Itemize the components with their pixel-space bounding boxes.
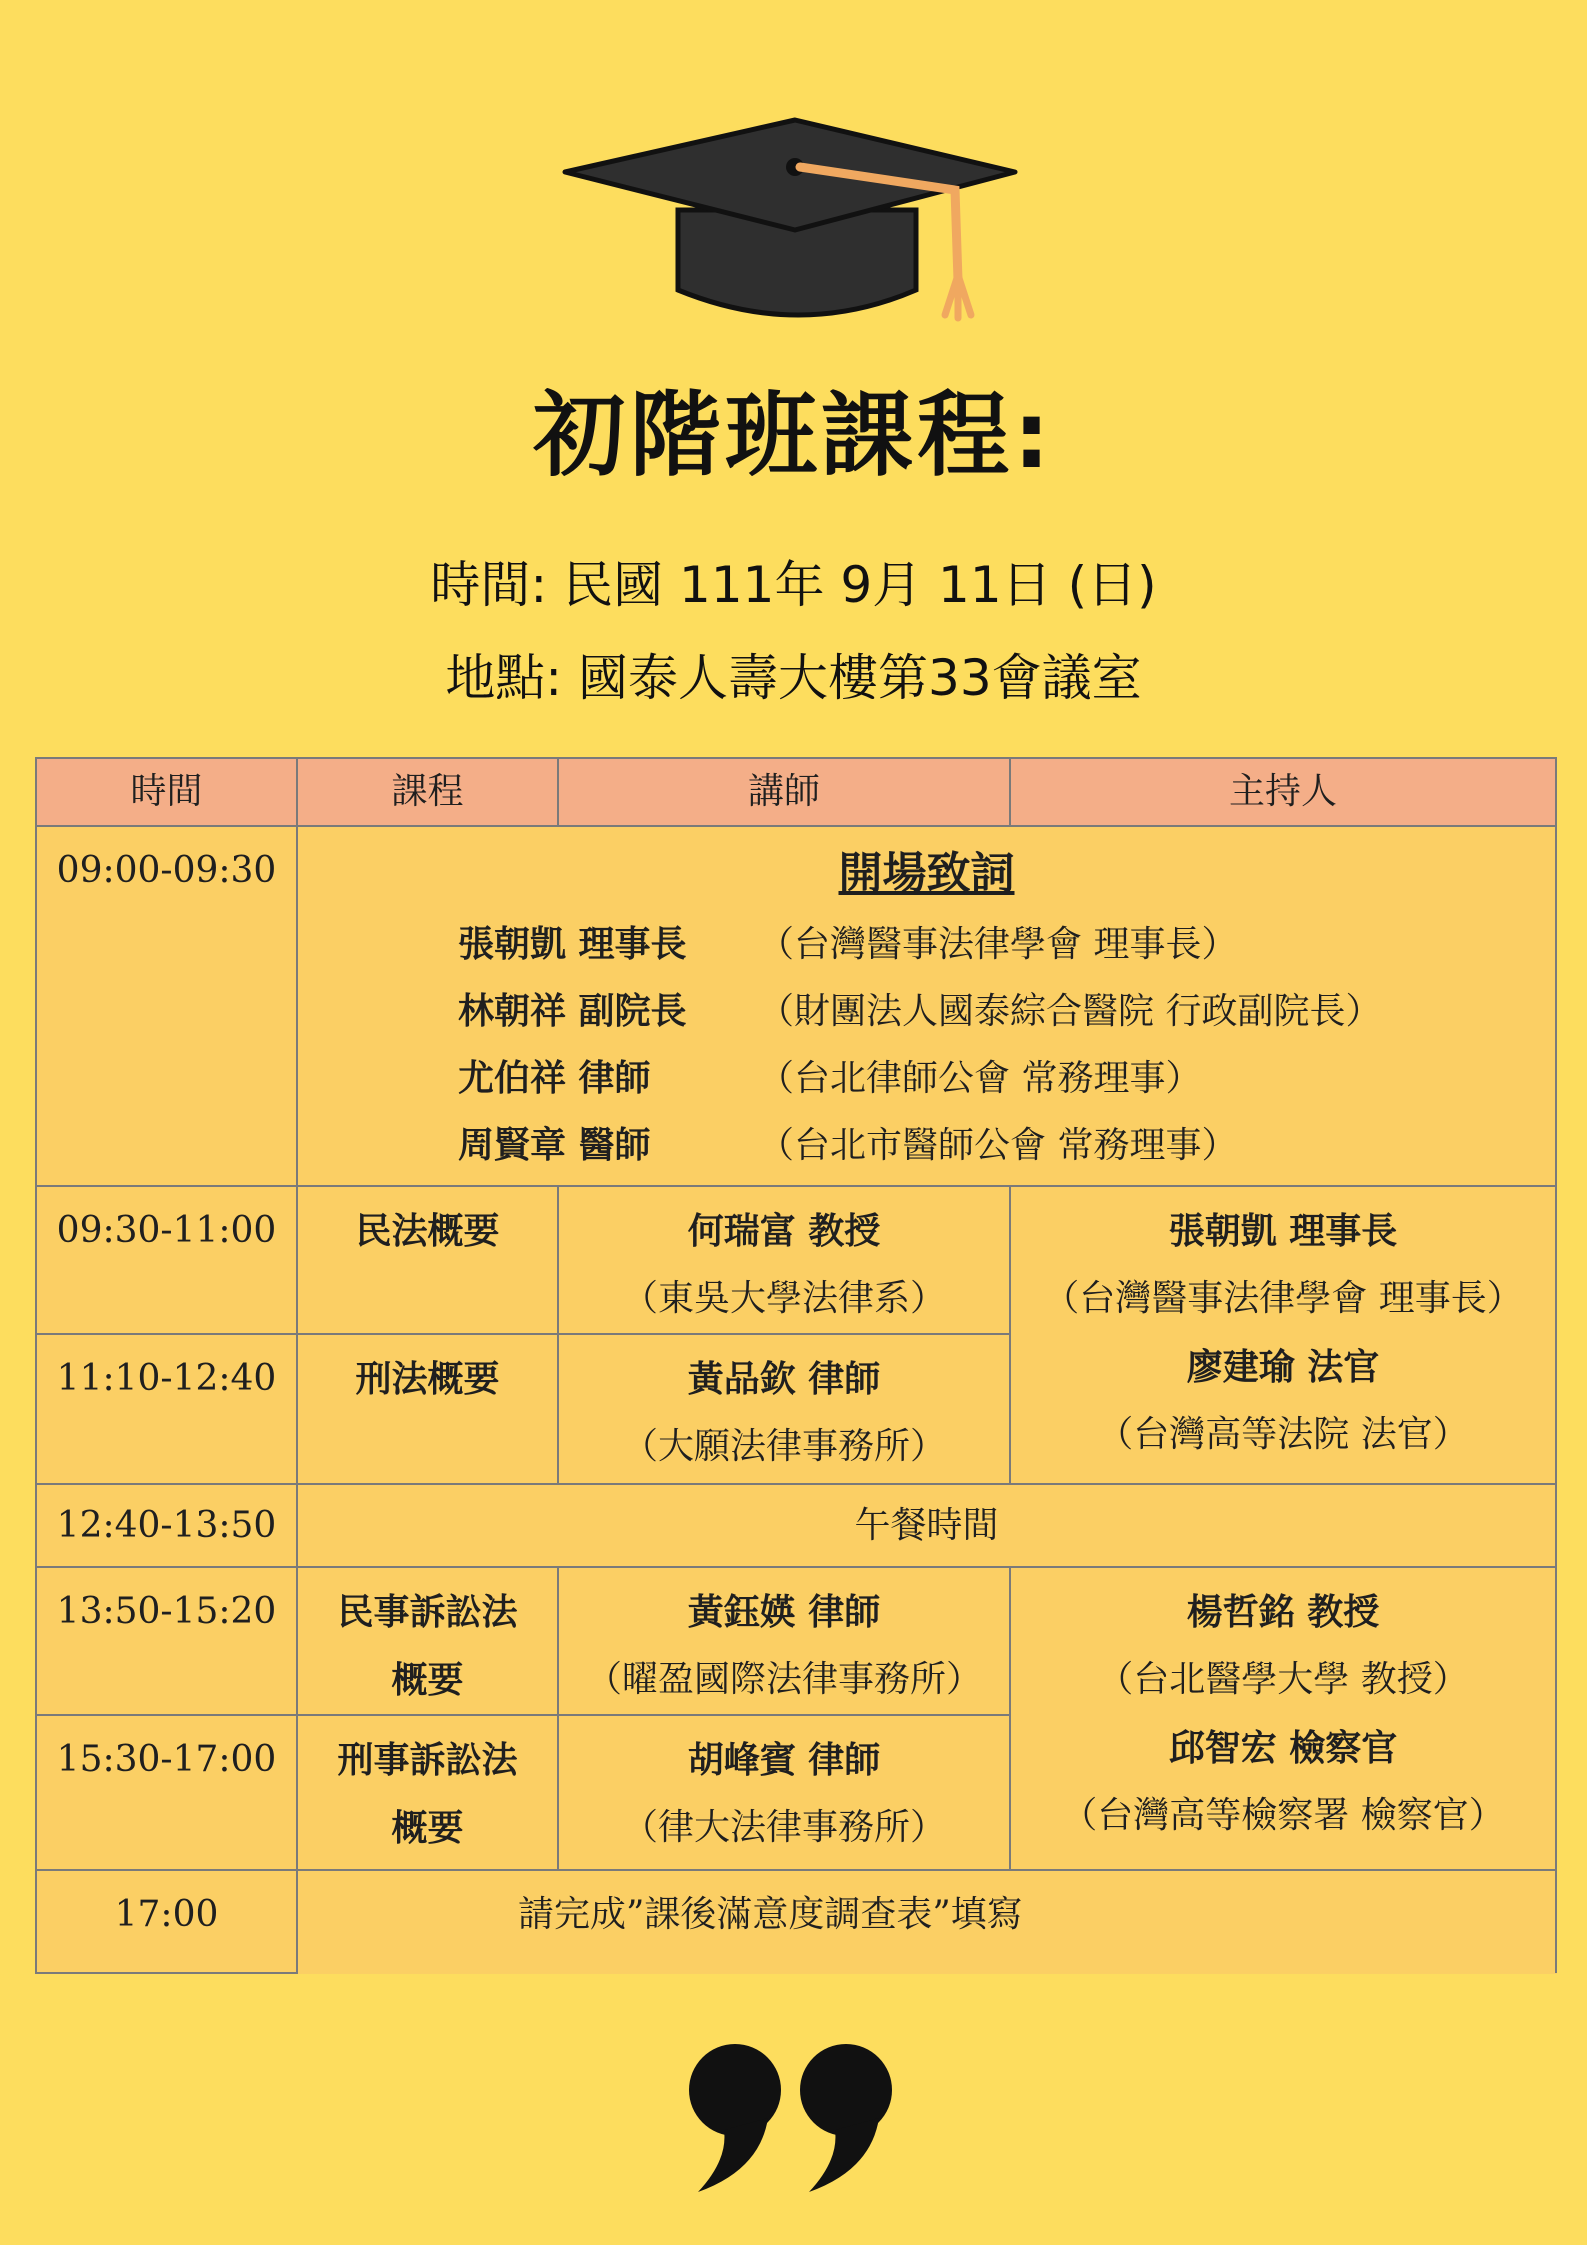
list-item [298, 978, 1555, 1045]
speaker-name: 尤伯祥 律師 [458, 1057, 651, 1099]
lecturer-cell [558, 1186, 1010, 1334]
course-name-line: 概要 [391, 1807, 464, 1849]
host-name: 楊哲銘 教授 [1186, 1591, 1380, 1633]
page-title: 初階班課程: [533, 382, 1054, 489]
host-org: （台北醫學大學 教授） [1097, 1659, 1469, 1700]
lecturer-org: （曜盈國際法律事務所） [585, 1659, 982, 1700]
list-item [298, 911, 1555, 978]
column-header-course: 課程 [297, 758, 558, 826]
graduation-cap-icon [560, 115, 1030, 330]
course-cell: 刑法概要 [297, 1334, 558, 1484]
speaker-org: （台北律師公會 常務理事） [758, 1058, 1202, 1099]
table-row [36, 1186, 1556, 1334]
course-cell: 民法概要 [297, 1186, 558, 1334]
host-org: （台灣高等法院 法官） [1097, 1414, 1469, 1455]
time-cell: 11:10-12:40 [36, 1334, 297, 1484]
time-cell: 15:30-17:00 [36, 1715, 297, 1870]
lecturer-name: 何瑞富 教授 [687, 1210, 881, 1252]
lecturer-org: （律大法律事務所） [621, 1807, 946, 1848]
time-cell: 12:40-13:50 [36, 1484, 297, 1567]
speaker-name: 張朝凱 理事長 [458, 923, 687, 965]
host-name: 張朝凱 理事長 [1168, 1210, 1398, 1252]
column-header-host: 主持人 [1010, 758, 1556, 826]
closing-note: 請完成”課後滿意度調查表”填寫 [297, 1870, 1556, 1973]
quote-mark-icon [688, 2040, 898, 2195]
table-row [36, 826, 1556, 1186]
opening-cell [297, 826, 1556, 1186]
lecturer-cell [558, 1715, 1010, 1870]
host-name: 廖建瑜 法官 [1186, 1346, 1380, 1388]
list-item [298, 1045, 1555, 1112]
column-header-time: 時間 [36, 758, 297, 826]
host-cell [1010, 1186, 1556, 1484]
course-cell [297, 1715, 558, 1870]
time-cell: 09:30-11:00 [36, 1186, 297, 1334]
lecturer-cell [558, 1567, 1010, 1715]
time-cell: 17:00 [36, 1870, 297, 1973]
lecturer-name: 黃鈺媖 律師 [687, 1591, 881, 1633]
list-item [298, 1112, 1555, 1179]
lecturer-org: （東吳大學法律系） [621, 1278, 946, 1319]
lecturer-name: 胡峰賓 律師 [687, 1739, 881, 1781]
course-name-line: 刑事訴訟法 [337, 1739, 518, 1781]
speaker-name: 林朝祥 副院長 [458, 990, 687, 1032]
time-cell: 09:00-09:30 [36, 826, 297, 1186]
course-cell [297, 1567, 558, 1715]
time-cell: 13:50-15:20 [36, 1567, 297, 1715]
host-org: （台灣醫事法律學會 理事長） [1043, 1278, 1523, 1319]
lecturer-name: 黃品欽 律師 [687, 1358, 881, 1400]
course-name-line: 概要 [391, 1659, 464, 1701]
speaker-org: （台灣醫事法律學會 理事長） [758, 924, 1238, 965]
event-time: 時間: 民國 111年 9月 11日 (日) [430, 556, 1157, 614]
lecturer-cell [558, 1334, 1010, 1484]
table-row [36, 1870, 1556, 1973]
table-row [36, 1567, 1556, 1715]
opening-title: 開場致詞 [838, 848, 1015, 899]
host-cell [1010, 1567, 1556, 1870]
host-org: （台灣高等檢察署 檢察官） [1061, 1795, 1505, 1836]
event-location: 地點: 國泰人壽大樓第33會議室 [445, 649, 1142, 707]
speaker-org: （台北市醫師公會 常務理事） [758, 1125, 1238, 1166]
speaker-org: （財團法人國泰綜合醫院 行政副院長） [758, 991, 1382, 1032]
lunch-cell: 午餐時間 [297, 1484, 1556, 1567]
schedule-table [35, 757, 1557, 1974]
speaker-name: 周賢章 醫師 [458, 1124, 651, 1166]
column-header-lecturer: 講師 [558, 758, 1010, 826]
lecturer-org: （大願法律事務所） [621, 1426, 946, 1467]
host-name: 邱智宏 檢察官 [1168, 1727, 1398, 1769]
table-row [36, 1484, 1556, 1567]
course-name-line: 民事訴訟法 [337, 1591, 518, 1633]
